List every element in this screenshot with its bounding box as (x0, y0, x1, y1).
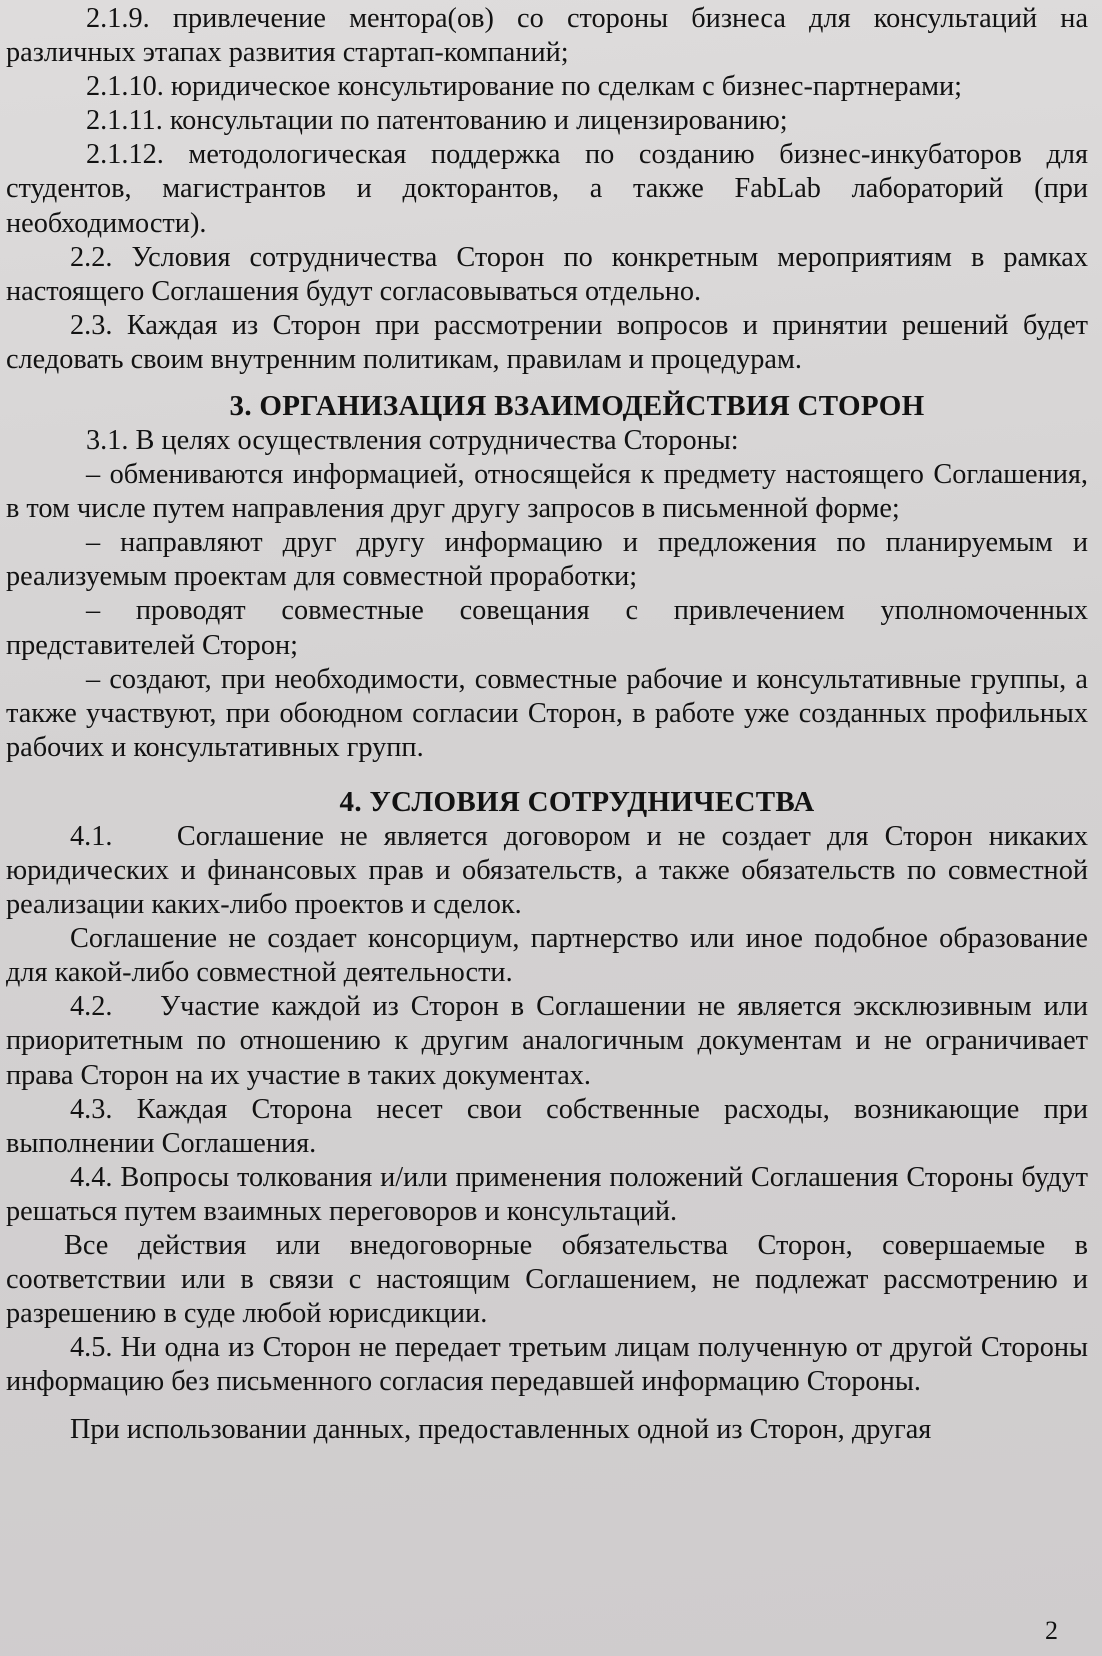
clause-3-1-item-proposals: – направляют друг другу информацию и предложения по планируемым и реализуемым проектам для совместной проработки; (6, 527, 1088, 593)
clause-4-5: 4.5. Ни одна из Сторон не передает третьим лицам полученную от другой Стороны информацию без письменного согласия передавшей информацию Стороны. (6, 1332, 1088, 1398)
clause-3-1-item-meetings: – проводят совместные совещания с привлечением уполномоченных представителей Сторон; (6, 595, 1088, 661)
section-3-title: 3. ОРГАНИЗАЦИЯ ВЗАИМОДЕЙСТВИЯ СТОРОН (229, 390, 925, 423)
clause-3-1-item-groups: – создают, при необходимости, совместные рабочие и консультативные группы, а также участвуют, при обоюдном согласии Сторон, в работе уже созданных профильных рабочих и консультативных групп. (6, 663, 1088, 763)
clause-4-1: 4.1. Соглашение не является договором и не создает для Сторон никаких юридических и финансовых прав и обязательств, а также обязательств по совместной реализации каких-либо проектов и сделок. (6, 820, 1096, 921)
clause-4-4: 4.4. Вопросы толкования и/или применения положений Соглашения Стороны будут решаться путем взаимных переговоров и консультаций. (6, 1161, 1088, 1227)
clause-4-5-data-usage: При использовании данных, предоставленных одной из Сторон, другая (70, 1414, 932, 1446)
clause-2-1-9: 2.1.9. привлечение ментора(ов) со стороны бизнеса для консультаций на различных этапах развития стартап-компаний; (6, 3, 1088, 69)
clause-2-1-11: 2.1.11. консультации по патентованию и лицензированию; (86, 105, 788, 137)
clause-4-2: 4.2. Участие каждой из Сторон в Соглашении не является эксклюзивным или приоритетным по отношению к другим аналогичным документам и не ограничивает права Сторон на их участие в таких документах. (6, 991, 1096, 1091)
clause-2-2: 2.2. Условия сотрудничества Сторон по конкретным мероприятиям в рамках настоящего Соглашения будут согласовываться отдельно. (6, 241, 1088, 307)
clause-4-3: 4.3. Каждая Сторона несет свои собственные расходы, возникающие при выполнении Соглашения. (6, 1093, 1088, 1159)
section-4-title: 4. УСЛОВИЯ СОТРУДНИЧЕСТВА (339, 785, 815, 818)
clause-3-1-item-exchange: – обмениваются информацией, относящейся к предмету настоящего Соглашения, в том числе путем направления друг другу запросов в письменной форме; (6, 459, 1088, 525)
page-number: 2 (1045, 1616, 1058, 1645)
clause-3-1: 3.1. В целях осуществления сотрудничества Стороны: (86, 424, 739, 456)
clause-2-1-10: 2.1.10. юридическое консультирование по сделкам с бизнес-партнерами; (86, 71, 963, 103)
clause-2-1-12: 2.1.12. методологическая поддержка по созданию бизнес-инкубаторов для студентов, магистрантов и докторантов, а также FabLab лабораторий (при необходимости). (6, 139, 1088, 239)
clause-4-4-jurisdiction: Все действия или внедоговорные обязательства Сторон, совершаемые в соответствии или в связи с настоящим Соглашением, не подлежат рассмотрению и разрешению в суде любой юрисдикции. (6, 1229, 1088, 1330)
clause-2-3: 2.3. Каждая из Сторон при рассмотрении вопросов и принятии решений будет следовать своим внутренним политикам, правилам и процедурам. (6, 309, 1088, 375)
clause-4-1-consortium: Соглашение не создает консорциум, партнерство или иное подобное образование для какой-либо совместной деятельности. (6, 923, 1088, 989)
document-body (6, 2, 1096, 1448)
